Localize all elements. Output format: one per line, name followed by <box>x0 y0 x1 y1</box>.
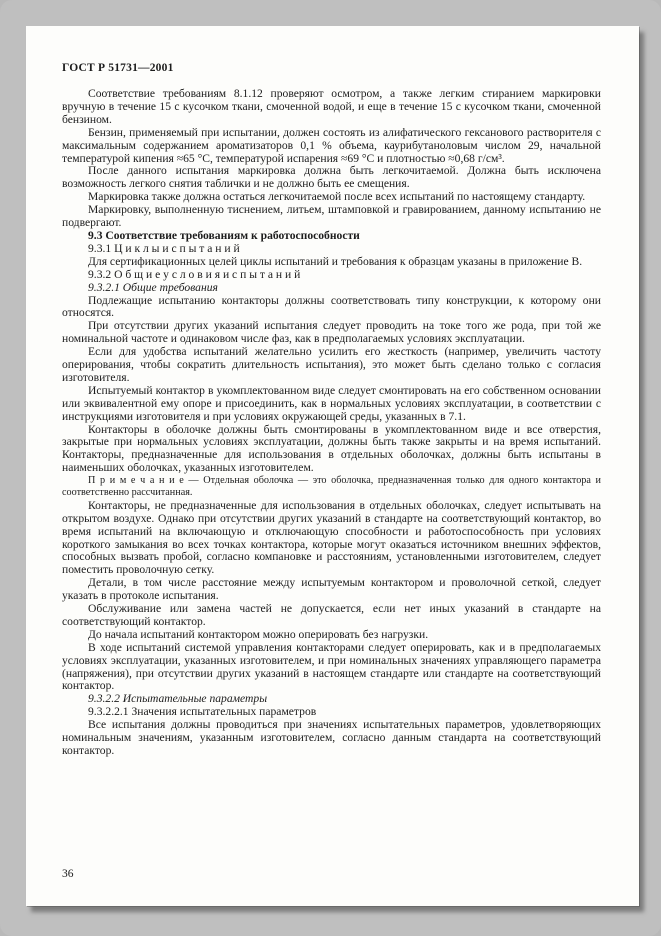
paragraph: Подлежащие испытанию контакторы должны соответствовать типу конструкции, к которому они относятся. <box>62 293 601 320</box>
paragraph: Контакторы в оболочке должны быть смонтированы в укомплектованном виде и все отверстия, закрытые при нормальных условиях эксплуатации, должны быть также закрыты и на время испытаний. Контакторы, предназначенные для использования в отдельных оболочках, должны быть испытаны в наименьших оболочках, указанных изготовителем. <box>62 422 601 475</box>
document-header-title: ГОСТ Р 51731—2001 <box>62 62 174 74</box>
paragraph: Обслуживание или замена частей не допускается, если нет иных указаний в стандарте на соответствующий контактор. <box>62 602 601 628</box>
heading-spread: 9.3.1 Ц и к л ы и с п ы т а н и й <box>88 241 240 255</box>
paragraph: Маркировка также должна остаться легкочитаемой после всех испытаний по настоящему стандарту. <box>88 190 586 204</box>
document-page <box>26 26 639 906</box>
paragraph: 9.3.2.2.1 Значения испытательных параметров <box>88 705 317 719</box>
paragraph: Если для удобства испытаний желательно усилить его жесткость (например, увеличить частоту оперирования, чтобы сократить длительность испытания), это может быть сделано только с согласия изготовителя. <box>62 345 601 384</box>
paragraph: Детали, в том числе расстояние между испытуемым контактором и проволочной сеткой, следует указать в протоколе испытания. <box>62 576 601 603</box>
heading-bold: 9.3 Соответствие требованиям к работоспособности <box>88 228 360 242</box>
paragraph: Маркировку, выполненную тиснением, литьем, штамповкой и гравированием, данному испытанию не подвергают. <box>62 203 601 230</box>
paragraph: Испытуемый контактор в укомплектованном виде следует смонтировать на его собственном основании или эквивалентной ему опоре и присоединить, как в нормальных условиях эксплуатации, в соответствии с инструкциями изготовителя и при условиях окружающей среды, указанных в 7.1. <box>62 383 601 423</box>
heading-italic: 9.3.2.2 Испытательные параметры <box>88 692 268 706</box>
paragraph: Для сертификационных целей циклы испытаний и требования к образцам указаны в приложение В. <box>88 254 583 268</box>
paragraph: Соответствие требованиям 8.1.12 проверяют осмотром, а также легким стиранием маркировки вручную в течение 15 с кусочком ткани, смоченной водой, и еще в течение 15 с кусочком ткани, смоченной бензином. <box>62 87 601 126</box>
paragraph: Контакторы, не предназначенные для использования в отдельных оболочках, следует испытывать на открытом воздухе. Однако при отсутствии других указаний в стандарте на соответствующий контактор, во время испытаний на включающую и отключающую способности и работоспособность при условиях короткого замыкания во всех точках контактора, которые могут оказаться источником внешних эффектов, способных вызвать пробой, согласно компановке и расстояниям, установленными изготовителем, следует поместить проволочную сетку. <box>62 498 601 577</box>
heading-italic: 9.3.2.1 Общие требования <box>88 280 218 294</box>
document-body <box>62 88 601 758</box>
paragraph: В ходе испытаний системой управления контакторами следует оперировать, как и в предполагаемых условиях эксплуатации, указанных изготовителем, и при номинальных значениях управляющего параметра (напряжения), при отсутствии других указаний в настоящем стандарте или стандарте на соответствующий контактор. <box>62 640 601 693</box>
paragraph: После данного испытания маркировка должна быть легкочитаемой. Должна быть исключена возможность легкого снятия таблички и не должно быть ее смещения. <box>62 164 601 191</box>
page-number: 36 <box>62 868 74 880</box>
paragraph: Все испытания должны проводиться при значениях испытательных параметров, удовлетворяющих номинальным значениям, указанным изготовителем, согласно данным стандарта на соответствующий контактор. <box>62 718 601 757</box>
paragraph: Бензин, применяемый при испытании, должен состоять из алифатического гексанового растворителя с максимальным содержанием ароматизаторов 0,1 % объема, каурибутаноловым числом 29, начальной температурой кипения ≈65 °С, температурой испарения ≈69 °С и плотностью ≈0,68 г/см³. <box>62 125 601 165</box>
paragraph: До начала испытаний контактором можно оперировать без нагрузки. <box>88 627 429 641</box>
heading-spread: 9.3.2 О б щ и е у с л о в и я и с п ы т а н и й <box>88 267 301 281</box>
paragraph: При отсутствии других указаний испытания следует проводить на токе того же рода, при той же номинальной частоте и одинаковом числе фаз, как в предполагаемых условиях эксплуатации. <box>62 319 601 346</box>
heading-note: П р и м е ч а н и е — Отдельная оболочка — это оболочка, предназначенная только для одного контактора и соответственно рассчитанная. <box>62 475 601 499</box>
